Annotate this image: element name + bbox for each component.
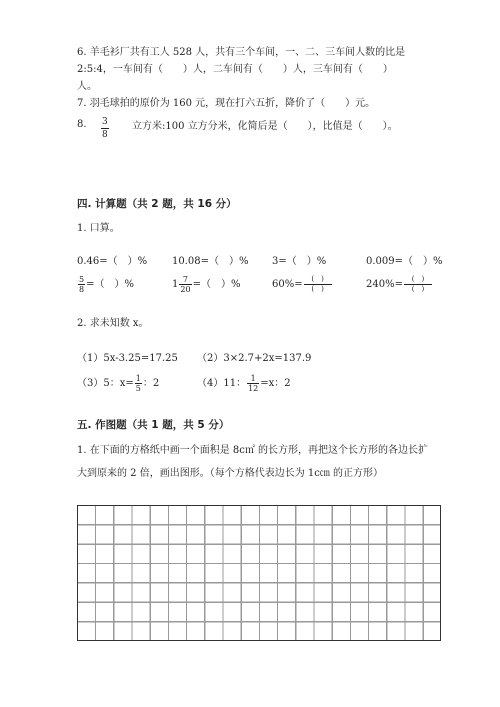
question-8-fraction — [100, 116, 110, 141]
fraction-denominator: 5 — [135, 384, 141, 393]
fraction-denominator: 8 — [79, 285, 85, 294]
percent-lead: 240%= — [366, 279, 403, 290]
fraction-denominator: 8 — [102, 130, 108, 140]
equation-2: （2）3×2.7+2x=137.9 — [197, 353, 312, 364]
mental-math-6 — [172, 275, 240, 294]
mental-math-7 — [272, 275, 333, 294]
equation-1: （1）5x-3.25=17.25 — [77, 353, 178, 364]
equation-lead: （3）5：x= — [77, 378, 134, 389]
mental-math-3: 3=（ ）% — [272, 256, 327, 267]
mental-math-1: 0.46=（ ）% — [77, 256, 148, 267]
fraction-numerator: 3 — [102, 117, 108, 127]
fraction-blank-numerator: ( ) — [304, 275, 332, 285]
fraction-numerator: 1 — [135, 374, 141, 383]
fraction-numerator: 5 — [79, 275, 85, 284]
section-4-q1-title: 1. 口算。 — [77, 223, 120, 234]
section-5-title: 五. 作图题（共 1 题，共 5 分） — [77, 419, 230, 431]
equation-4 — [197, 374, 291, 393]
fraction-blank-denominator: ( ) — [411, 285, 425, 293]
question-8-number: 8. — [77, 119, 87, 130]
mental-math-5 — [77, 275, 134, 294]
drawing-grid[interactable] — [77, 505, 441, 641]
fraction-denominator: 12 — [248, 384, 259, 393]
answer-blank-text: =（ ）% — [86, 279, 134, 290]
equation-rest: =x：2 — [260, 378, 291, 389]
question-6-line-2: 2:5:4，一车间有（ ）人，二车间有（ ）人，三车间有（ ） — [77, 64, 393, 75]
answer-blank-text: =（ ）% — [192, 279, 241, 290]
mixed-number-whole: 1 — [172, 279, 179, 290]
section-5-q1-line-2: 大到原来的 2 倍，画出图形。（每个方格代表边长为 1c㎝ 的正方形） — [77, 468, 384, 479]
fraction-denominator: 20 — [180, 285, 191, 294]
section-4-q2-title: 2. 求未知数 x。 — [77, 318, 149, 329]
section-4-title: 四. 计算题（共 2 题，共 16 分） — [77, 198, 237, 210]
equation-3 — [77, 374, 159, 393]
mental-math-2: 10.08=（ ）% — [172, 256, 249, 267]
equation-lead: （4）11： — [197, 378, 247, 389]
mental-math-4: 0.009=（ ）% — [366, 256, 443, 267]
percent-lead: 60%= — [272, 279, 303, 290]
equation-rest: ：2 — [142, 378, 160, 389]
fraction-numerator: 7 — [179, 275, 191, 285]
question-6-line-1: 6. 羊毛衫厂共有工人 528 人，共有三个车间，一、二、三车间人数的比是 — [77, 47, 406, 58]
mental-math-8 — [366, 275, 433, 294]
fraction-blank-denominator: ( ) — [311, 285, 324, 293]
fraction-blank-numerator: ( ) — [404, 275, 432, 285]
question-7: 7. 羽毛球拍的原价为 160 元，现在打六五折，降价了（ ）元。 — [77, 98, 376, 109]
question-6-line-3: 人。 — [77, 81, 97, 92]
question-8-text: 立方米:100 立方分米，化简后是（ ），比值是（ ）。 — [132, 121, 398, 132]
fraction-numerator: 1 — [247, 374, 259, 384]
section-5-q1-line-1: 1. 在下面的方格纸中画一个面积是 8c㎡ 的长方形，再把这个长方形的各边长扩 — [77, 445, 429, 456]
